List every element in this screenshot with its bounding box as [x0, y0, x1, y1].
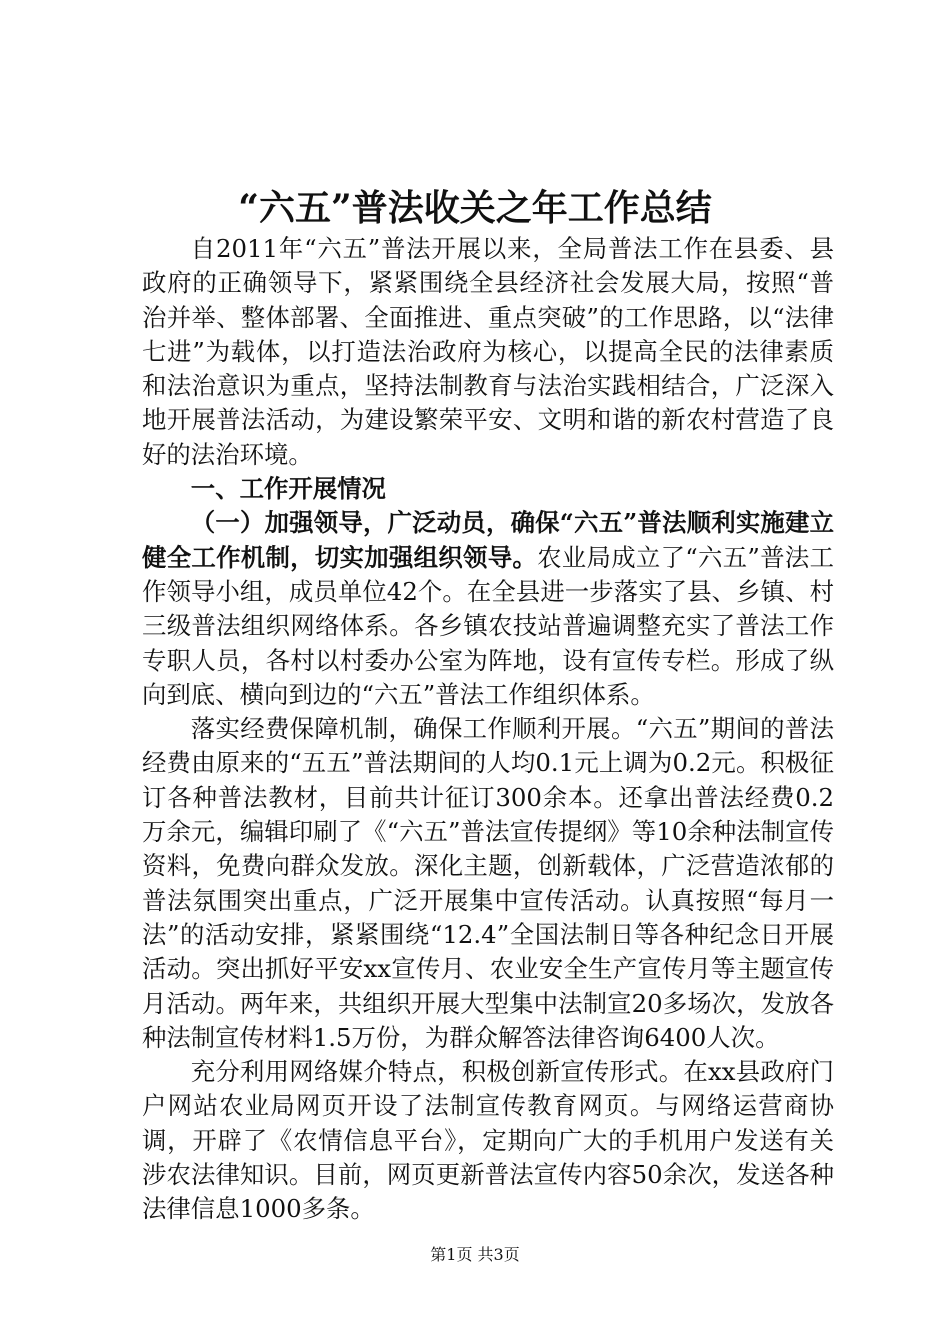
subsection-heading: （一）加强领导，广泛动员，确保“六五”普法顺利实施建立健全工作机制，切实加强组织领导。: [142, 508, 834, 572]
document-title: “六五”普法收关之年工作总结: [238, 187, 712, 229]
network-paragraph: 充分利用网络媒介特点，积极创新宣传形式。在xx县政府门户网站农业局网页开设了法制宣传教育网页。与网络运营商协调，开辟了《农情信息平台》，定期向广大的手机用户发送有关涉农法律知识。目前，网页更新普法宣传内容50余次，发送各种法律信息1000多条。: [142, 1057, 834, 1224]
section-heading: 一、工作开展情况: [190, 474, 386, 504]
document-body: [142, 232, 834, 1227]
page-footer: 第1页 共3页: [430, 1245, 520, 1264]
intro-paragraph: 自2011年“六五”普法开展以来，全局普法工作在县委、县政府的正确领导下，紧紧围绕全县经济社会发展大局，按照“普治并举、整体部署、全面推进、重点突破”的工作思路，以“法律七进”为载体，以打造法治政府为核心，以提高全民的法律素质和法治意识为重点，坚持法制教育与法治实践相结合，广泛深入地开展普法活动，为建设繁荣平安、文明和谐的新农村营造了良好的法治环境。: [142, 234, 834, 469]
funding-paragraph: 落实经费保障机制，确保工作顺利开展。“六五”期间的普法经费由原来的“五五”普法期间的人均0.1元上调为0.2元。积极征订各种普法教材，目前共计征订300余本。还拿出普法经费0.2万余元，编辑印刷了《“六五”普法宣传提纲》等10余种法制宣传资料，免费向群众发放。深化主题，创新载体，广泛营造浓郁的普法氛围突出重点，广泛开展集中宣传活动。认真按照“每月一法”的活动安排，紧紧围绕“12.4”全国法制日等各种纪念日开展活动。突出抓好平安xx宣传月、农业安全生产宣传月等主题宣传月活动。两年来，共组织开展大型集中法制宣20多场次，发放各种法制宣传材料1.5万份，为群众解答法律咨询6400人次。: [142, 714, 834, 1052]
subsection-paragraph: [142, 506, 834, 712]
subsection-text: 农业局成立了“六五”普法工作领导小组，成员单位42个。在全县进一步落实了县、乡镇、村三级普法组织网络体系。各乡镇农技站普遍调整充实了普法工作专职人员，各村以村委办公室为阵地，设有宣传专栏。形成了纵向到底、横向到边的“六五”普法工作组织体系。: [142, 542, 834, 709]
